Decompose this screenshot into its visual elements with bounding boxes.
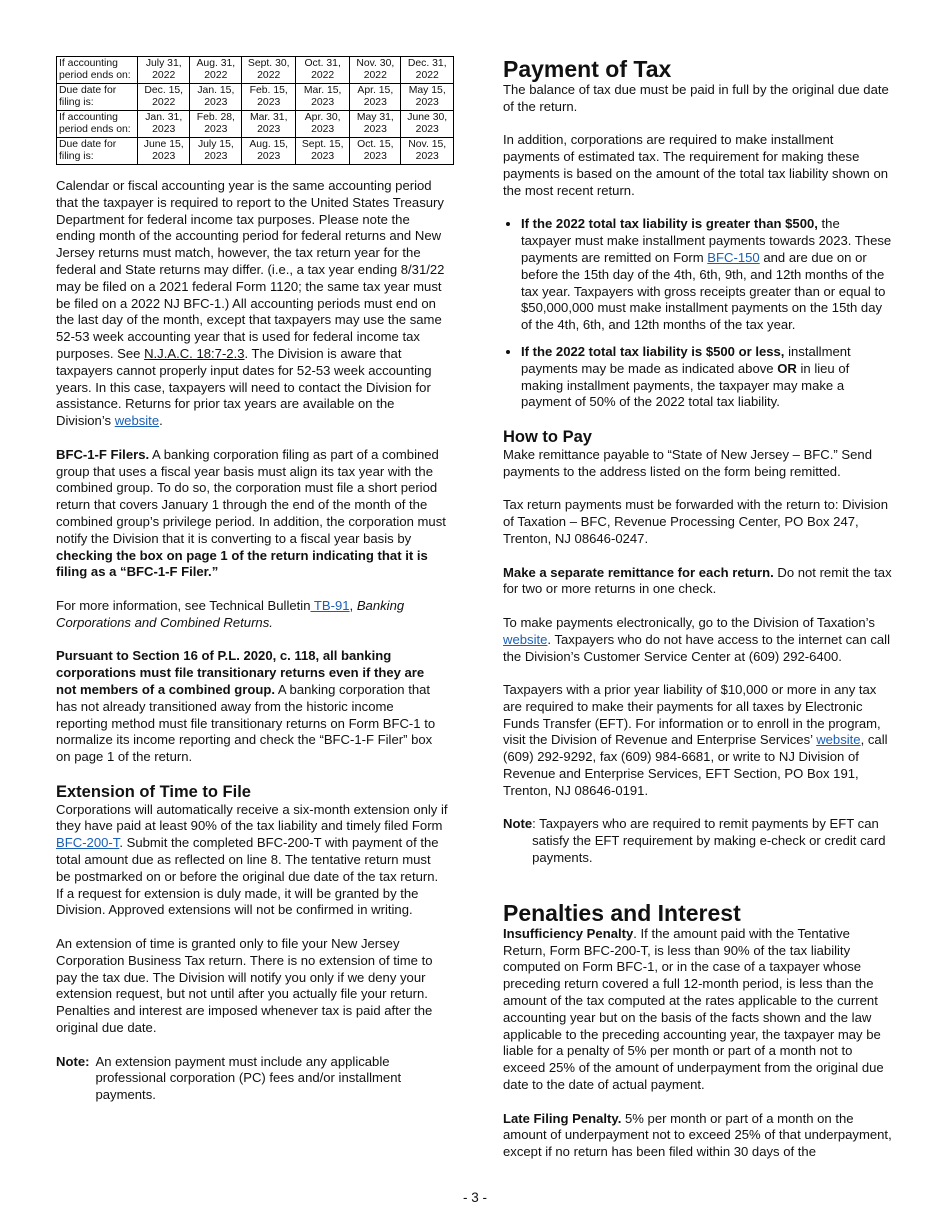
njac-citation: N.J.A.C. 18:7-2.3 xyxy=(144,345,245,361)
penalties-heading: Penalties and Interest xyxy=(503,899,741,926)
table-row xyxy=(57,57,454,84)
table-row-label: If accounting period ends on: xyxy=(57,111,138,138)
table-cell: Aug. 31, 2022 xyxy=(190,57,242,84)
bullet-500-or-less: • If the 2022 total tax liability is $500 or less, installment payments may be made as indicated above OR in lieu of making installment payments, the taxpayer may make a payment of 50% of the 2022 total tax liability. xyxy=(521,344,893,411)
dores-website-link[interactable]: website xyxy=(816,732,861,748)
table-cell: Dec. 31, 2022 xyxy=(401,57,454,84)
table-cell: July 31, 2022 xyxy=(138,57,190,84)
tb91-link[interactable]: TB-91 xyxy=(310,597,350,613)
more-info-paragraph: For more information, see Technical Bulletin TB-91, Banking Corporations and Combined Returns. xyxy=(56,597,405,630)
table-cell: Feb. 28, 2023 xyxy=(190,111,242,138)
remittance-paragraph: Make remittance payable to “State of New Jersey – BFC.” Send payments to the address listed on the form being remitted. xyxy=(503,446,872,479)
forwarding-paragraph: Tax return payments must be forwarded with the return to: Division of Taxation – BFC, Revenue Processing Center, PO Box 247, Trenton, NJ 08646-0247. xyxy=(503,497,888,546)
table-cell: Mar. 15, 2023 xyxy=(296,84,350,111)
table-row xyxy=(57,111,454,138)
late-filing-penalty-paragraph: Late Filing Penalty. 5% per month or part of a month on the amount of underpayment not to exceed 25% of that underpayment, except if no return has been filed within 30 days of the xyxy=(503,1110,892,1160)
table-cell: Aug. 15, 2023 xyxy=(242,138,296,165)
table-cell: Nov. 30, 2022 xyxy=(350,57,401,84)
eft-paragraph: Taxpayers with a prior year liability of $10,000 or more in any tax are required to make their payments for all taxes by Electronic Funds Transfer (EFT). For information or to enroll in the program, visit the Division of Revenue and Enterprise Services’ website, call (609) 292-9292, fax (609) 984-6681, or write to NJ Division of Revenue and Enterprise Services, EFT Section, PO Box 191, Trenton, NJ 08646-0191. xyxy=(503,682,888,798)
right-column xyxy=(503,56,893,1178)
table-cell: Oct. 31, 2022 xyxy=(296,57,350,84)
bfc1f-filers-paragraph: BFC-1-F Filers. A banking corporation filing as part of a combined group that uses a fiscal year basis must align its tax year with the combined group. To do so, the corporation must file a short period return that covers January 1 through the end of the month of the combined group’s privilege period. In addition, the corporation must notify the Division that it is converting to a fiscal year basis by checking the box on page 1 of the return indicating that it is filing as a “BFC-1-F Filer.” xyxy=(56,446,446,580)
table-cell: May 31, 2023 xyxy=(350,111,401,138)
liability-bullets xyxy=(503,216,893,411)
electronic-payment-paragraph: To make payments electronically, go to the Division of Taxation’s website. Taxpayers who do not have access to the internet can call the Division’s Customer Service Center at (609) 292-6400. xyxy=(503,614,890,664)
table-cell: Apr. 15, 2023 xyxy=(350,84,401,111)
table-row-label: Due date for filing is: xyxy=(57,84,138,111)
table-cell: Sept. 15, 2023 xyxy=(296,138,350,165)
installment-paragraph: In addition, corporations are required to make installment payments of estimated tax. The requirement for making these payments is based on the amount of the total tax liability shown on the most recent return. xyxy=(503,132,889,198)
bfc150-link[interactable]: BFC-150 xyxy=(707,249,760,265)
how-to-pay-heading: How to Pay xyxy=(503,427,592,446)
extension-paragraph: Corporations will automatically receive a six-month extension only if they have paid at least 90% of the tax liability and timely filed Form BFC-200-T. Submit the completed BFC-200-T with payment of the total amount due as reflected on line 8. The tentative return must be postmarked on or before the original due date of the tax return. If a request for extension is duly made, it will be granted by the Division. Approved extensions will not be confirmed in writing. xyxy=(56,801,448,918)
table-cell: Jan. 15, 2023 xyxy=(190,84,242,111)
left-column xyxy=(56,56,448,1121)
payment-of-tax-heading: Payment of Tax xyxy=(503,56,672,82)
table-cell: Jan. 31, 2023 xyxy=(138,111,190,138)
transitionary-returns-paragraph: Pursuant to Section 16 of P.L. 2020, c. 118, all banking corporations must file transitionary returns even if they are not members of a combined group. A banking corporation that has not already transitioned away from the historic income reporting method must file transitionary returns on Form BFC-1 to normalize its income reporting and check the “BFC-1-F Filer” box on page 1 of the return. xyxy=(56,648,436,765)
table-cell: Nov. 15, 2023 xyxy=(401,138,454,165)
due-date-table xyxy=(56,56,454,165)
eft-note xyxy=(503,816,893,866)
balance-paragraph: The balance of tax due must be paid in full by the original due date of the return. xyxy=(503,82,889,114)
table-cell: Apr. 30, 2023 xyxy=(296,111,350,138)
table-cell: May 15, 2023 xyxy=(401,84,454,111)
table-cell: Feb. 15, 2023 xyxy=(242,84,296,111)
eft-note-label: Note xyxy=(503,816,533,832)
table-cell: Sept. 30, 2022 xyxy=(242,57,296,84)
eft-note-text: : Taxpayers who are required to remit payments by EFT can satisfy the EFT requirement by making e-check or credit card payments. xyxy=(532,816,886,866)
website-link[interactable]: website xyxy=(114,413,160,429)
note-label: Note: xyxy=(56,1053,90,1069)
note-text: An extension payment must include any applicable professional corporation (PC) fees and/or installment payments. xyxy=(95,1053,402,1103)
bullet-over-500: • If the 2022 total tax liability is greater than $500, the taxpayer must make installment payments towards 2023. These payments are remitted on Form BFC-150 and are due on or before the 15th day of the 4th, 6th, 9th, and 12th months of the tax year. Taxpayers with gross receipts greater than or equal to $50,000,000 must make installment payments on the 15th day of the 4th, 6th, and 12th months of the tax year. xyxy=(521,216,893,334)
table-row xyxy=(57,84,454,111)
table-cell: Oct. 15, 2023 xyxy=(350,138,401,165)
insufficiency-penalty-paragraph: Insufficiency Penalty. If the amount paid with the Tentative Return, Form BFC-200-T, is less than 90% of the tax liability computed on Form BFC-1, or in the case of a taxpayer whose preceding return covered a full 12-month period, is less than the amount of the tax computed at the rates applicable to the current accounting year but on the basis of the facts shown and the law applicable to the preceding accounting year, the taxpayer may be liable for a penalty of 5% per month or part of a month not to exceed 25% of the amount of underpayment from the original due date to the date of actual payment. xyxy=(503,925,884,1093)
table-cell: July 15, 2023 xyxy=(190,138,242,165)
table-cell: June 15, 2023 xyxy=(138,138,190,165)
extension-note xyxy=(56,1054,448,1104)
accounting-year-paragraph: Calendar or fiscal accounting year is the same accounting period that the taxpayer is required to report to the United States Treasury Department for federal income tax purposes. Please note the ending month of the accounting period for federal returns and New Jersey returns must match, however, the tax return year for the federal and State returns may differ. (i.e., a tax year ending 8/31/22 may be filed on a 2021 federal Form 1120; the same tax year must be filed on a 2022 NJ BFC-1.) All accounting periods must end on the last day of the month, except that taxpayers may use the same 52-53 week accounting year that is used for federal income tax purposes. See N.J.A.C. 18:7-2.3. The Division is aware that taxpayers cannot properly input dates for 52-53 week accounting years. In this case, taxpayers will need to contact the Division for assistance. Returns for prior tax years are available on the Division’s website. xyxy=(56,178,445,429)
bfc200t-link[interactable]: BFC-200-T xyxy=(56,835,120,851)
table-cell: Dec. 15, 2022 xyxy=(138,84,190,111)
table-row xyxy=(57,138,454,165)
page-number: - 3 - xyxy=(462,1190,487,1205)
table-row-label: Due date for filing is: xyxy=(57,138,138,165)
table-row-label: If accounting period ends on: xyxy=(57,57,138,84)
extension-heading: Extension of Time to File xyxy=(56,782,251,801)
extension-only-paragraph: An extension of time is granted only to file your New Jersey Corporation Business Tax return. There is no extension of time to pay the tax due. The Division will notify you only if we deny your extension request, but not until after you actually file your return. Penalties and interest are imposed whenever tax is paid after the original due date. xyxy=(56,936,433,1036)
taxation-website-link[interactable]: website xyxy=(503,631,548,647)
separate-remittance-paragraph: Make a separate remittance for each return. Do not remit the tax for two or more returns in one check. xyxy=(503,564,892,597)
table-cell: Mar. 31, 2023 xyxy=(242,111,296,138)
table-cell: June 30, 2023 xyxy=(401,111,454,138)
